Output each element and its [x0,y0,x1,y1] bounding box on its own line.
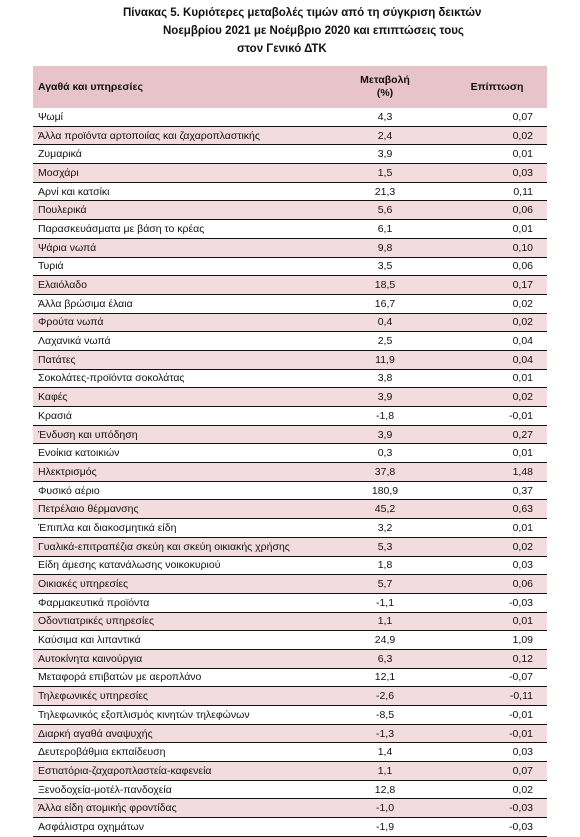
table-row [33,612,547,631]
cell-goods: Τηλεφωνικός εξοπλισμός κινητών τηλεφώνων [33,706,323,725]
table-row [33,631,547,650]
cell-change: 6,3 [323,649,447,668]
cell-goods: Ελαιόλαδο [33,276,323,295]
header-impact: Επίπτωση [447,66,547,108]
table-row [33,481,547,500]
cell-change: 1,1 [323,762,447,781]
cell-impact: -0,07 [447,668,547,687]
cell-change: 3,9 [323,145,447,164]
cell-impact: 0,01 [447,220,547,239]
cell-change: 0,4 [323,313,447,332]
cell-goods: Πατάτες [33,350,323,369]
cell-goods: Ζυμαρικά [33,145,323,164]
table-body [33,108,547,836]
cell-impact: 0,01 [447,145,547,164]
cell-goods: Σοκολάτες-προϊόντα σοκολάτας [33,369,323,388]
cell-impact: 0,07 [447,108,547,126]
cell-goods: Φαρμακευτικά προϊόντα [33,593,323,612]
table-row [33,575,547,594]
table-row [33,425,547,444]
table-header-row [33,66,547,108]
table-row [33,780,547,799]
cell-goods: Ψάρια νωπά [33,238,323,257]
cell-impact: -0,01 [447,706,547,725]
table-row [33,220,547,239]
table-row [33,687,547,706]
table-row [33,182,547,201]
cell-goods: Πετρέλαιο θέρμανσης [33,500,323,519]
cell-change: 3,2 [323,519,447,538]
cell-impact: 0,02 [447,294,547,313]
cell-change: 45,2 [323,500,447,519]
cell-impact: 0,04 [447,350,547,369]
cell-goods: Άλλα είδη ατομικής φροντίδας [33,799,323,818]
table-row [33,332,547,351]
cell-goods: Δευτεροβάθμια εκπαίδευση [33,743,323,762]
cell-impact: 0,03 [447,556,547,575]
cell-goods: Οικιακές υπηρεσίες [33,575,323,594]
cell-change: 1,5 [323,164,447,183]
cell-impact: -0,03 [447,818,547,837]
table-row [33,201,547,220]
title-line-1: Πίνακας 5. Κυριότερες μεταβολές τιμών από τη σύγκριση δεικτών [123,7,482,19]
cell-impact: 1,09 [447,631,547,650]
cell-change: 5,6 [323,201,447,220]
cell-impact: 0,01 [447,519,547,538]
table-row [33,257,547,276]
table-row [33,108,547,126]
table-row [33,649,547,668]
cell-goods: Εστιατόρια-ζαχαροπλαστεία-καφενεία [33,762,323,781]
cell-impact: 0,17 [447,276,547,295]
cell-change: 24,9 [323,631,447,650]
cell-impact: -0,01 [447,407,547,426]
cell-impact: 0,06 [447,201,547,220]
table-row [33,294,547,313]
cell-goods: Οδοντιατρικές υπηρεσίες [33,612,323,631]
table-row [33,799,547,818]
cell-goods: Γυαλικά-επιτραπέζια σκεύη και σκεύη οικιακής χρήσης [33,537,323,556]
cell-change: 1,8 [323,556,447,575]
cell-goods: Ηλεκτρισμός [33,463,323,482]
cell-goods: Λαχανικά νωπά [33,332,323,351]
cell-impact: 0,01 [447,369,547,388]
table-row [33,164,547,183]
cell-impact: -0,11 [447,687,547,706]
cell-impact: 0,02 [447,313,547,332]
cell-change: 1,1 [323,612,447,631]
cell-goods: Αρνί και κατσίκι [33,182,323,201]
table-row [33,500,547,519]
cell-change: 3,8 [323,369,447,388]
cell-impact: 0,06 [447,257,547,276]
header-change-label: Μεταβολή [360,74,410,86]
cell-impact: -0,01 [447,724,547,743]
cell-goods: Αυτοκίνητα καινούργια [33,649,323,668]
cell-goods: Είδη άμεσης κατανάλωσης νοικοκυριού [33,556,323,575]
table-row [33,444,547,463]
table-row [33,350,547,369]
cell-goods: Κρασιά [33,407,323,426]
table-row [33,668,547,687]
cell-goods: Φυσικό αέριο [33,481,323,500]
cell-goods: Ένδυση και υπόδηση [33,425,323,444]
cell-change: 5,3 [323,537,447,556]
cell-goods: Ψωμί [33,108,323,126]
cell-change: -1,9 [323,818,447,837]
cell-impact: 0,04 [447,332,547,351]
header-goods: Αγαθά και υπηρεσίες [33,66,323,108]
cell-change: 3,9 [323,425,447,444]
table-row [33,818,547,837]
cell-goods: Άλλα προϊόντα αρτοποιίας και ζαχαροπλαστικής [33,126,323,145]
cell-change: -1,3 [323,724,447,743]
cell-change: 3,9 [323,388,447,407]
table-row [33,463,547,482]
cell-goods: Τηλεφωνικές υπηρεσίες [33,687,323,706]
cell-change: 11,9 [323,350,447,369]
cell-change: 4,3 [323,108,447,126]
cell-impact: 0,10 [447,238,547,257]
cell-goods: Διαρκή αγαθά αναψυχής [33,724,323,743]
cell-change: 180,9 [323,481,447,500]
header-change [323,66,447,108]
cell-goods: Ενοίκια κατοικιών [33,444,323,463]
cell-change: 21,3 [323,182,447,201]
cell-change: 5,7 [323,575,447,594]
cell-change: -2,6 [323,687,447,706]
cell-change: -1,8 [323,407,447,426]
table-row [33,556,547,575]
cell-change: 3,5 [323,257,447,276]
table-row [33,706,547,725]
cell-goods: Ξενοδοχεία-μοτέλ-πανδοχεία [33,780,323,799]
table-row [33,313,547,332]
table-row [33,593,547,612]
table-row [33,743,547,762]
cell-goods: Καύσιμα και λιπαντικά [33,631,323,650]
title-line-2: Νοεμβρίου 2021 με Νοέμβριο 2020 και επιπτώσεις τους [163,25,464,37]
cell-impact: 0,06 [447,575,547,594]
cell-goods: Καφές [33,388,323,407]
cell-goods: Μεταφορά επιβατών με αεροπλάνο [33,668,323,687]
cell-impact: -0,03 [447,799,547,818]
cell-impact: 0,12 [447,649,547,668]
table-row [33,407,547,426]
table-row [33,126,547,145]
cell-change: 12,1 [323,668,447,687]
cell-change: 2,4 [323,126,447,145]
cell-goods: Έπιπλα και διακοσμητικά είδη [33,519,323,538]
cell-change: 37,8 [323,463,447,482]
title-line-3: στον Γενικό ΔΤΚ [237,43,327,55]
cell-goods: Φρούτα νωπά [33,313,323,332]
cell-impact: 0,02 [447,388,547,407]
table-row [33,276,547,295]
table-row [33,519,547,538]
cell-goods: Πουλερικά [33,201,323,220]
header-change-unit: (%) [376,87,394,99]
cell-impact: 0,37 [447,481,547,500]
cell-impact: 0,07 [447,762,547,781]
cell-goods: Παρασκευάσματα με βάση το κρέας [33,220,323,239]
cell-change: 6,1 [323,220,447,239]
cell-goods: Τυριά [33,257,323,276]
cell-goods: Άλλα βρώσιμα έλαια [33,294,323,313]
cell-impact: 0,02 [447,780,547,799]
cell-impact: 0,27 [447,425,547,444]
cell-impact: 0,03 [447,743,547,762]
table-row [33,388,547,407]
cell-change: 16,7 [323,294,447,313]
cell-impact: -0,03 [447,593,547,612]
cell-change: -8,5 [323,706,447,725]
cell-goods: Ασφάλιστρα οχημάτων [33,818,323,837]
cell-impact: 0,63 [447,500,547,519]
cell-goods: Μοσχάρι [33,164,323,183]
table-row [33,724,547,743]
table-row [33,145,547,164]
table-row [33,537,547,556]
cell-change: 1,4 [323,743,447,762]
table-row [33,762,547,781]
cell-impact: 0,01 [447,612,547,631]
cell-change: 2,5 [323,332,447,351]
cell-change: 0,3 [323,444,447,463]
table-row [33,369,547,388]
cell-change: 18,5 [323,276,447,295]
cell-change: 9,8 [323,238,447,257]
cell-impact: 1,48 [447,463,547,482]
cell-change: -1,0 [323,799,447,818]
price-changes-table [33,66,547,837]
cell-impact: 0,03 [447,164,547,183]
cell-impact: 0,02 [447,537,547,556]
cell-change: 12,8 [323,780,447,799]
cell-impact: 0,02 [447,126,547,145]
cell-impact: 0,01 [447,444,547,463]
cell-change: -1,1 [323,593,447,612]
table-row [33,238,547,257]
cell-impact: 0,11 [447,182,547,201]
